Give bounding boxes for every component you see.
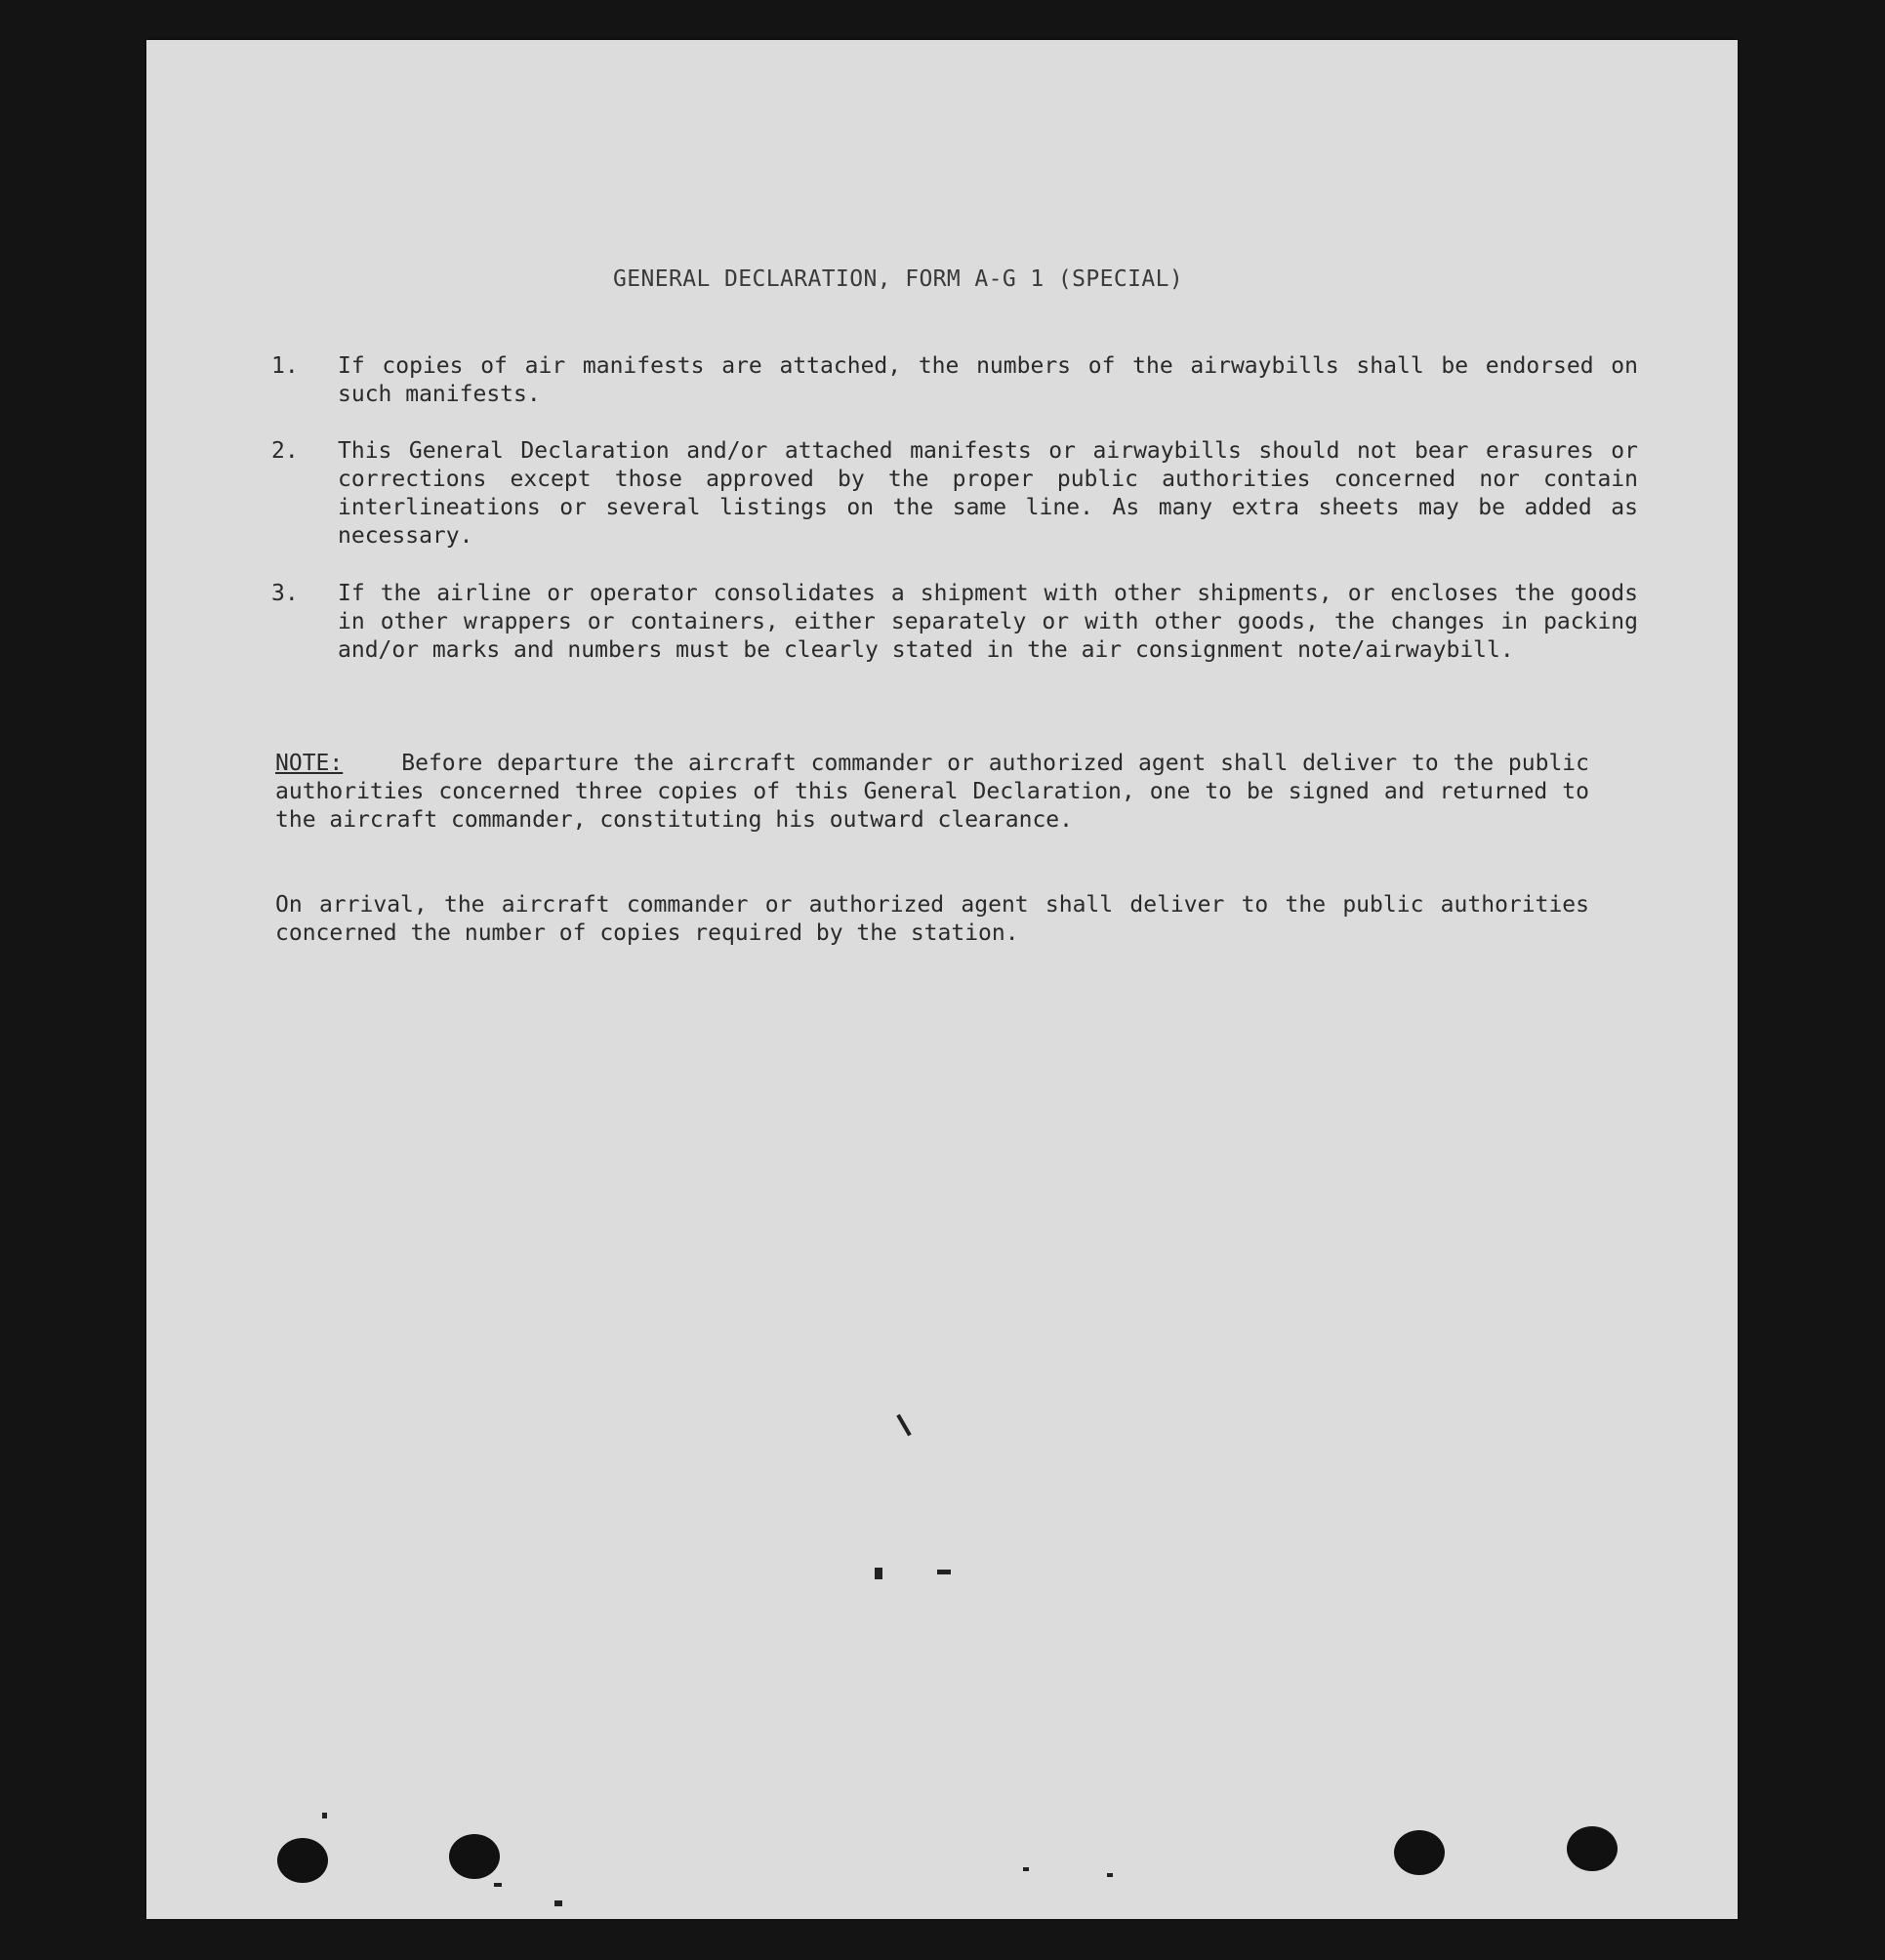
ink-speck <box>896 1414 911 1437</box>
punch-hole <box>1394 1830 1445 1875</box>
item-number: 3. <box>271 581 299 606</box>
instruction-item-3 <box>271 580 1638 665</box>
instruction-item-2 <box>271 437 1638 551</box>
note-text: Before departure the aircraft commander or authorized agent shall deliver to the public authorities concerned three copies of this General Declaration, one to be signed and returned to the aircraft commander, constituting his outward clearance. <box>275 751 1589 833</box>
item-number: 2. <box>271 438 299 464</box>
ink-speck <box>875 1568 882 1579</box>
item-number: 1. <box>271 353 299 379</box>
document-page <box>146 40 1738 1919</box>
note-paragraph <box>275 750 1589 835</box>
item-text: This General Declaration and/or attached manifests or airwaybills should not bear erasures or corrections except those approved by the proper public authorities concerned nor contain interlineations or several listings on the same line. As many extra sheets may be added as necessary. <box>338 438 1638 549</box>
arrival-paragraph: On arrival, the aircraft commander or authorized agent shall deliver to the public authorities concerned the number of copies required by the station. <box>275 892 1589 946</box>
punch-hole <box>1567 1826 1618 1871</box>
ink-speck <box>554 1900 562 1906</box>
item-text: If the airline or operator consolidates a shipment with other shipments, or encloses the goods in other wrappers or containers, either separately or with other goods, the changes in packing and/or marks and numbers must be clearly stated in the air consignment note/airwaybill. <box>338 581 1638 663</box>
ink-speck <box>322 1813 327 1818</box>
ink-speck <box>1023 1867 1029 1871</box>
ink-speck <box>1107 1873 1113 1877</box>
ink-speck <box>937 1570 951 1574</box>
instruction-item-1 <box>271 352 1638 409</box>
note-label: NOTE: <box>275 751 344 776</box>
item-text: If copies of air manifests are attached, the numbers of the airwaybills shall be endorsed on such manifests. <box>338 353 1638 407</box>
ink-speck <box>494 1883 502 1887</box>
document-title: GENERAL DECLARATION, FORM A-G 1 (SPECIAL) <box>613 266 1184 292</box>
punch-hole <box>449 1834 500 1879</box>
punch-hole <box>277 1838 328 1883</box>
